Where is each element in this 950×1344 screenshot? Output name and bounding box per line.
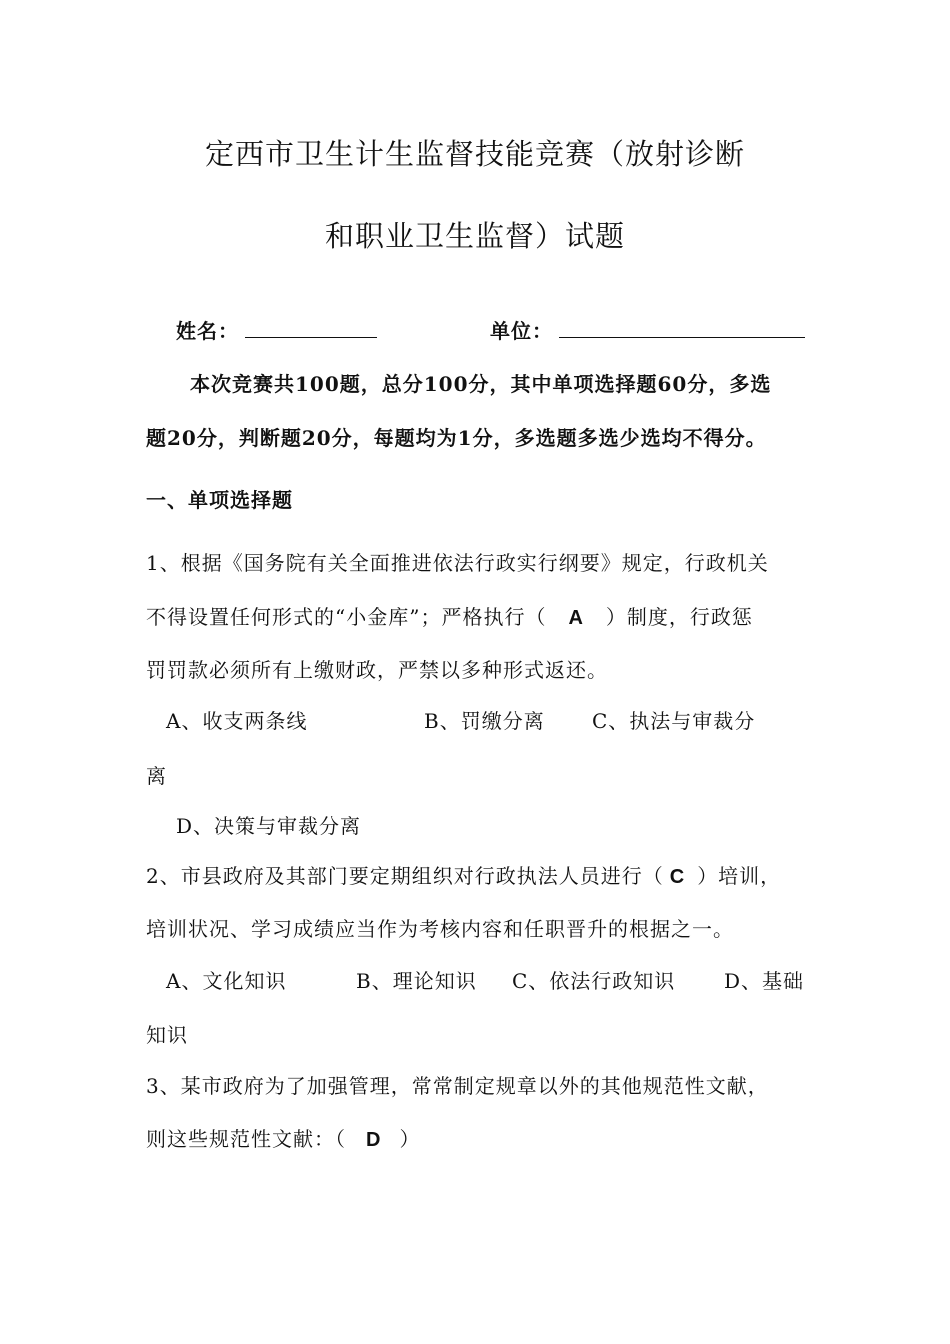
- q1-option-d: D、决策与审裁分离: [176, 814, 362, 838]
- q3-line-1: 3、某市政府为了加强管理，常常制定规章以外的其他规范性文献，: [146, 1074, 769, 1098]
- q1-answer: A: [568, 607, 584, 629]
- q2-text-after-answer: ）培训，: [697, 864, 782, 888]
- title-line-1: 定西市卫生计生监督技能竞赛（放射诊断: [204, 137, 745, 171]
- name-field: [176, 315, 377, 344]
- q3-text-before-answer: 则这些规范性文献：（: [146, 1127, 346, 1151]
- unit-blank: [559, 317, 805, 338]
- section-heading-single-choice: 一、单项选择题: [146, 488, 293, 512]
- unit-field: [490, 315, 805, 344]
- q2-text-before-answer: 2、市县政府及其部门要定期组织对行政执法人员进行（: [146, 864, 664, 888]
- unit-label: 单位：: [490, 319, 553, 343]
- title-line-2: 和职业卫生监督）试题: [324, 219, 625, 253]
- q2-line-1: [146, 860, 781, 889]
- q2-option-c: C、依法行政知识: [512, 969, 676, 993]
- q2-option-a: A、文化知识: [166, 969, 287, 993]
- q1-line-3: 罚罚款必须所有上缴财政，严禁以多种形式返还。: [146, 658, 608, 682]
- q3-answer: D: [366, 1129, 382, 1151]
- q2-option-d: D、基础: [724, 969, 805, 993]
- intro-line-2: 题20分，判断题20分，每题均为1分，多选题多选少选均不得分。: [146, 426, 767, 450]
- q2-answer: C: [669, 866, 686, 888]
- intro-line-1: 本次竞赛共100题，总分100分，其中单项选择题60分，多选: [190, 372, 772, 396]
- q2-option-d-continued: 知识: [146, 1023, 188, 1047]
- q1-text-after-answer: ）制度，行政惩: [605, 605, 753, 629]
- q3-text-after-answer: ）: [399, 1127, 421, 1151]
- q1-option-c-continued: 离: [146, 764, 167, 788]
- q1-option-b: B、罚缴分离: [424, 709, 545, 733]
- q2-option-b: B、理论知识: [356, 969, 477, 993]
- q3-line-2: [146, 1123, 420, 1152]
- q1-option-c: C、执法与审裁分: [592, 709, 756, 733]
- q1-line-1: 1、根据《国务院有关全面推进依法行政实行纲要》规定，行政机关: [146, 551, 769, 575]
- q1-option-a: A、收支两条线: [166, 709, 308, 733]
- q2-line-2: 培训状况、学习成绩应当作为考核内容和任职晋升的根据之一。: [146, 917, 734, 941]
- q1-text-before-answer: 不得设置任何形式的“小金库”；严格执行（: [146, 605, 547, 629]
- q1-line-2: [146, 601, 753, 630]
- name-label: 姓名：: [176, 319, 239, 343]
- name-blank: [245, 317, 377, 338]
